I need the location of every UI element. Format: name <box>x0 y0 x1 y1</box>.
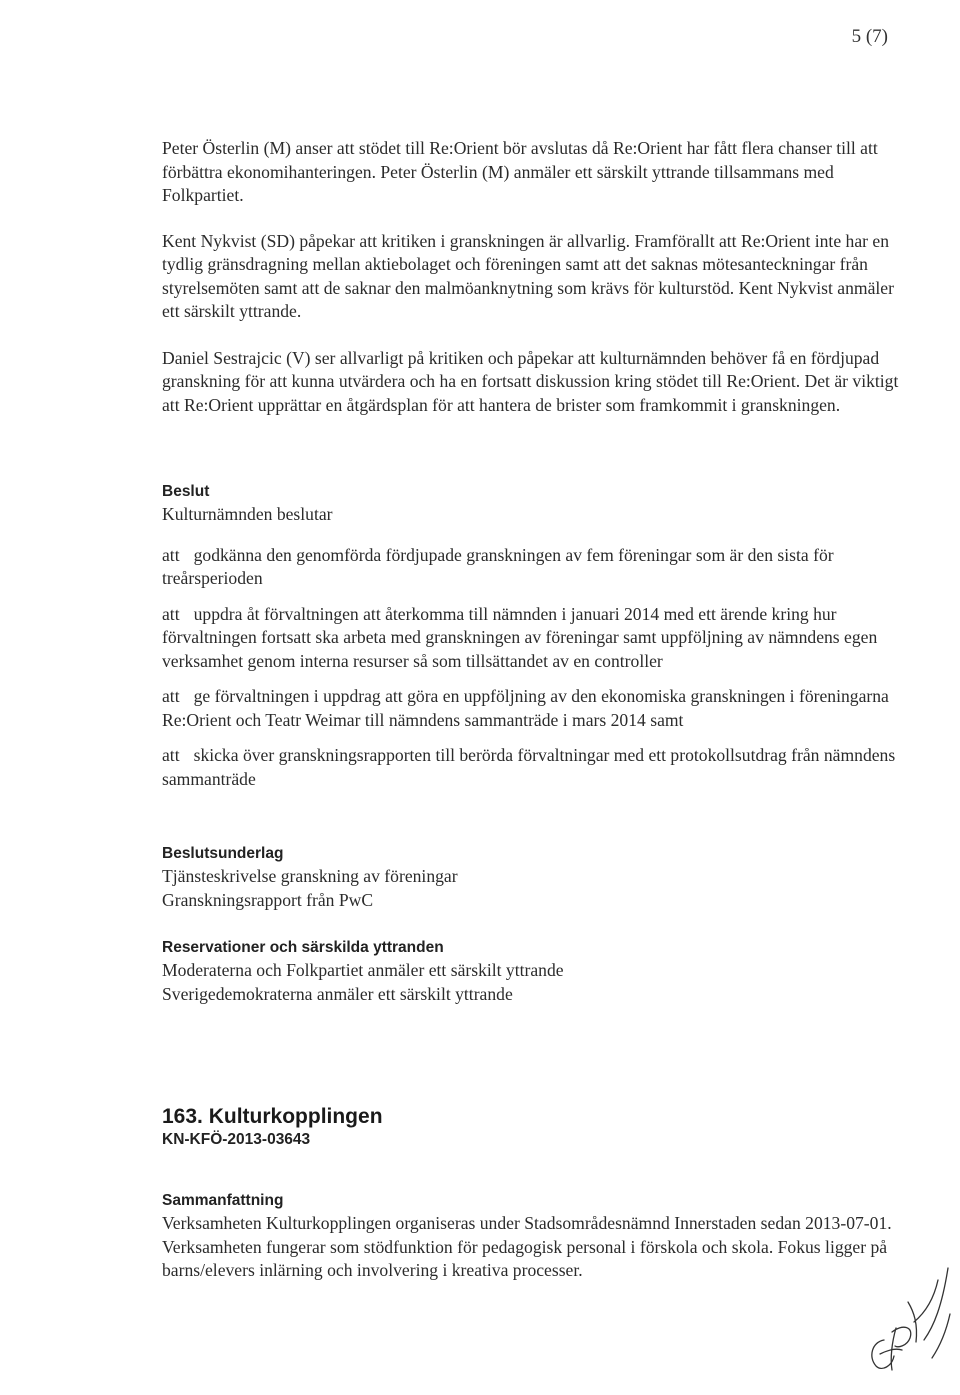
clause-body: uppdra åt förvaltningen att återkomma till nämnden i januari 2014 med ett ärende kring hur förvaltningen fortsatt ska arbeta med granskningen av föreningar samt uppföljning av nämndens egen verksamhet genom interna resurser så som tillsättandet av en controller <box>162 603 878 671</box>
beslut-clause <box>162 544 900 591</box>
beslut-clause-text <box>162 544 900 591</box>
page-number: 5 (7) <box>851 26 888 47</box>
agenda-item-code: KN-KFÖ-2013-03643 <box>162 1131 311 1148</box>
beslut-clause <box>162 603 900 674</box>
beslut-heading: Beslut <box>162 483 210 500</box>
beslutsunderlag-line: Granskningsrapport från PwC <box>162 889 374 910</box>
att-word: att <box>162 603 180 624</box>
beslutsunderlag-line: Tjänsteskrivelse granskning av föreningar <box>162 866 458 886</box>
clause-body: godkänna den genomförda fördjupade granskningen av fem föreningar som är den sista för treårsperioden <box>162 544 834 588</box>
reservation-line: Sverigedemokraterna anmäler ett särskilt yttrande <box>162 983 513 1004</box>
document-body <box>162 137 900 1283</box>
beslut-clause-text <box>162 603 900 674</box>
beslut-clause-text <box>162 685 900 732</box>
beslutsunderlag-heading: Beslutsunderlag <box>162 845 284 862</box>
clause-body: ge förvaltningen i uppdrag att göra en uppföljning av den ekonomiska granskningen i föreningarna Re:Orient och Teatr Weimar till nämndens sammanträde i mars 2014 samt <box>162 686 889 730</box>
beslut-clauses <box>162 544 900 792</box>
beslut-clause <box>162 744 900 791</box>
beslut-clause-text <box>162 744 900 791</box>
paragraph-osterlin: Peter Österlin (M) anser att stödet till Re:Orient bör avslutas då Re:Orient har fått flera chanser till att förbättra ekonomihanteringen. Peter Österlin (M) anmäler ett särskilt yttrande tillsammans med Folkpartiet. <box>162 138 878 205</box>
signature-icon <box>862 1262 952 1377</box>
beslut-intro: Kulturnämnden beslutar <box>162 504 333 524</box>
att-word: att <box>162 544 180 565</box>
reservation-line: Moderaterna och Folkpartiet anmäler ett särskilt yttrande <box>162 960 564 980</box>
att-word: att <box>162 686 180 706</box>
clause-body: skicka över granskningsrapporten till berörda förvaltningar med ett protokollsutdrag från nämndens sammanträde <box>162 745 896 789</box>
agenda-item-title: 163. Kulturkopplingen <box>162 1105 383 1128</box>
sammanfattning-heading: Sammanfattning <box>162 1192 284 1209</box>
paragraph-sestrajcic: Daniel Sestrajcic (V) ser allvarligt på kritiken och påpekar att kulturnämnden behöver få en fördjupad granskning för att kunna utvärdera och ha en fortsatt diskussion kring stödet till Re:Orient. Det är viktigt att Re:Orient upprättar en åtgärdsplan för att hantera de brister som framkommit i granskningen. <box>162 347 899 415</box>
sammanfattning-text: Verksamheten Kulturkopplingen organiseras under Stadsområdesnämnd Innerstaden sedan 2013-07-01. Verksamheten fungerar som stödfunktion för pedagogisk personal i förskola och skola. Fokus ligger på barns/elevers inlärning och involvering i kreativa processer. <box>162 1213 892 1280</box>
att-word: att <box>162 745 180 765</box>
beslut-clause <box>162 685 900 732</box>
reservationer-heading: Reservationer och särskilda yttranden <box>162 939 444 956</box>
paragraph-nykvist: Kent Nykvist (SD) påpekar att kritiken i granskningen är allvarlig. Framförallt att Re:Orient inte har en tydlig gränsdragning mellan aktiebolaget och föreningen samt att det saknas mötesanteckningar från styrelsemöten samt att de saknar den malmöanknytning som krävs för kulturstöd. Kent Nykvist anmäler ett särskilt yttrande. <box>162 230 894 321</box>
